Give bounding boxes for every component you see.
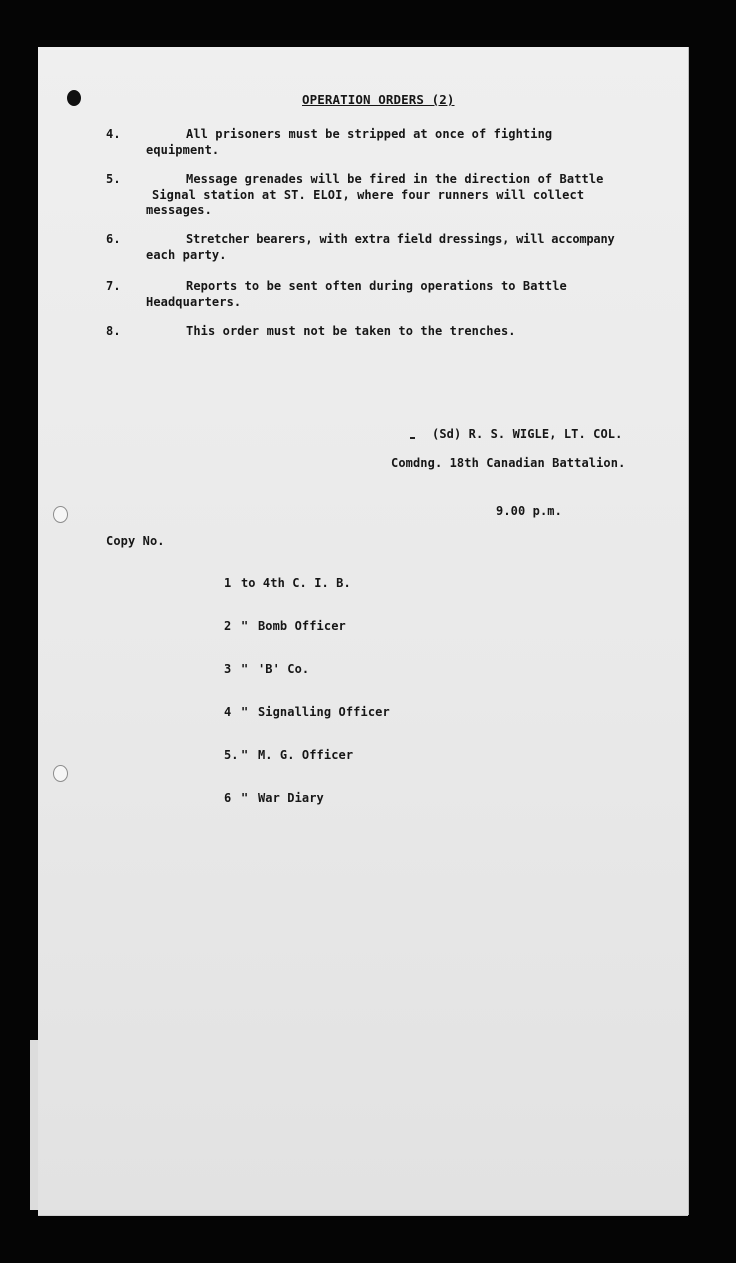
punch-hole — [53, 506, 68, 523]
copy-number: 1 — [223, 576, 232, 590]
paragraph-line: each party. — [146, 248, 227, 262]
signature-dash — [410, 437, 415, 439]
paragraph-number: 5. — [106, 172, 121, 186]
paragraph-line: Headquarters. — [146, 295, 242, 309]
copy-item — [180, 648, 390, 676]
copy-item — [180, 605, 390, 633]
paragraph-line: messages. — [146, 203, 212, 217]
paragraph-number: 4. — [106, 127, 121, 141]
copy-number: 3 — [223, 662, 232, 676]
paragraph-number: 8. — [106, 324, 121, 338]
copy-number: 4 — [223, 705, 232, 719]
document-title: OPERATION ORDERS (2) — [302, 92, 455, 107]
paragraph-line: This order must not be taken to the trenches. — [186, 324, 516, 338]
signature-name: (Sd) R. S. WIGLE, LT. COL. — [432, 427, 623, 441]
copy-recipient: 'B' Co. — [257, 662, 310, 676]
paragraph-line: Message grenades will be fired in the direction of Battle — [186, 172, 604, 186]
copy-item — [180, 734, 390, 762]
paragraph-line: Stretcher bearers, with extra field dressings, will accompany — [186, 232, 615, 246]
signature-title: Comdng. 18th Canadian Battalion. — [391, 456, 626, 470]
copy-recipient: M. G. Officer — [257, 748, 354, 762]
copy-recipient: Signalling Officer — [257, 705, 390, 719]
copy-recipient: War Diary — [257, 791, 324, 805]
copy-number: 6 — [223, 791, 232, 805]
paragraph-line: Reports to be sent often during operations to Battle — [186, 279, 567, 293]
ditto-mark: " — [240, 748, 249, 762]
copy-number: 5. — [223, 748, 239, 762]
ditto-mark: " — [240, 705, 249, 719]
paragraph-8 — [106, 324, 686, 380]
copy-item — [180, 562, 390, 590]
ditto-mark: " — [240, 619, 249, 633]
copy-recipient: to 4th C. I. B. — [240, 576, 351, 590]
copy-number: 2 — [223, 619, 232, 633]
paragraph-line: equipment. — [146, 143, 220, 157]
ditto-mark: " — [240, 791, 249, 805]
copy-recipient: Bomb Officer — [257, 619, 346, 633]
paragraph-number: 7. — [106, 279, 121, 293]
copy-list — [180, 534, 390, 820]
copy-item — [180, 777, 390, 805]
paragraph-line: All prisoners must be stripped at once of fighting — [186, 127, 553, 141]
issue-time: 9.00 p.m. — [496, 504, 562, 518]
punch-hole-dark — [67, 90, 81, 106]
punch-hole — [53, 765, 68, 782]
copy-item — [180, 691, 390, 719]
paragraph-line: Signal station at ST. ELOI, where four runners will collect — [152, 188, 585, 202]
ditto-mark: " — [240, 662, 249, 676]
copy-label: Copy No. — [106, 534, 165, 548]
paragraph-number: 6. — [106, 232, 121, 246]
